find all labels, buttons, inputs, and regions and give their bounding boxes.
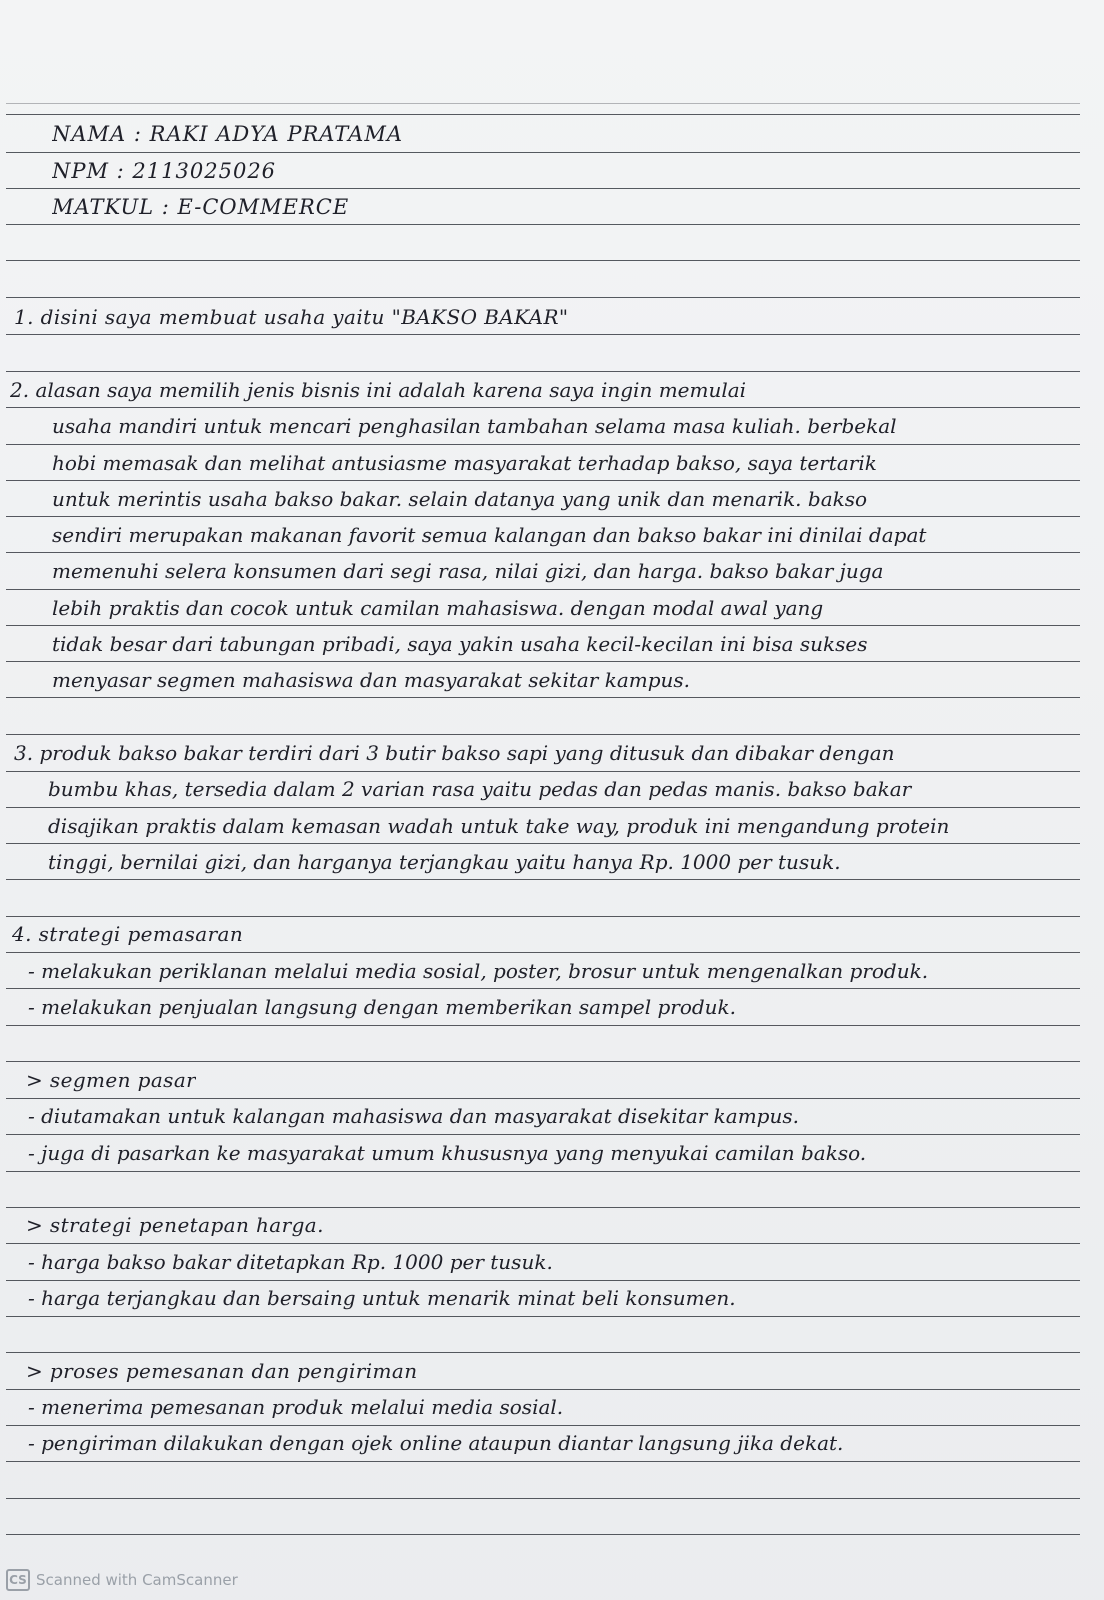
ruled-line <box>6 1061 1080 1062</box>
section-4-title: 4. strategi pemasaran <box>12 922 244 946</box>
ruled-line <box>6 103 1080 104</box>
student-npm: NPM : 2113025026 <box>52 159 277 183</box>
ruled-line <box>6 1280 1080 1281</box>
proses-item: - pengiriman dilakukan dengan ojek online ataupun diantar langsung jika dekat. <box>28 1431 844 1455</box>
ruled-line <box>6 1534 1080 1535</box>
course-name: MATKUL : E-COMMERCE <box>52 195 350 219</box>
answer-3-line: tinggi, bernilai gizi, dan harganya terjangkau yaitu hanya Rp. 1000 per tusuk. <box>48 850 841 874</box>
ruled-line <box>6 297 1080 298</box>
ruled-line <box>6 407 1080 408</box>
ruled-line <box>6 697 1080 698</box>
ruled-line <box>6 1316 1080 1317</box>
answer-2-line: tidak besar dari tabungan pribadi, saya yakin usaha kecil-kecilan ini bisa sukses <box>52 632 868 656</box>
section-4-item: - melakukan periklanan melalui media sosial, poster, brosur untuk mengenalkan produk. <box>28 959 929 983</box>
segmen-item: - diutamakan untuk kalangan mahasiswa dan masyarakat disekitar kampus. <box>28 1104 799 1128</box>
section-4-item: - melakukan penjualan langsung dengan memberikan sampel produk. <box>28 995 737 1019</box>
answer-2-line: lebih praktis dan cocok untuk camilan mahasiswa. dengan modal awal yang <box>52 596 824 620</box>
ruled-line <box>6 1098 1080 1099</box>
ruled-line <box>6 260 1080 261</box>
ruled-line <box>6 1389 1080 1390</box>
ruled-line <box>6 661 1080 662</box>
answer-3-line: 3. produk bakso bakar terdiri dari 3 butir bakso sapi yang ditusuk dan dibakar dengan <box>14 741 895 765</box>
proses-title: > proses pemesanan dan pengiriman <box>26 1359 418 1383</box>
answer-3-line: bumbu khas, tersedia dalam 2 varian rasa yaitu pedas dan pedas manis. bakso bakar <box>48 777 912 801</box>
harga-item: - harga bakso bakar ditetapkan Rp. 1000 per tusuk. <box>28 1250 553 1274</box>
ruled-line <box>6 879 1080 880</box>
ruled-line <box>6 625 1080 626</box>
answer-2-line: usaha mandiri untuk mencari penghasilan tambahan selama masa kuliah. berbekal <box>52 414 897 438</box>
ruled-line <box>6 807 1080 808</box>
ruled-line <box>6 516 1080 517</box>
ruled-line <box>6 552 1080 553</box>
student-name: NAMA : RAKI ADYA PRATAMA <box>52 122 403 146</box>
ruled-line <box>6 1134 1080 1135</box>
segmen-item: - juga di pasarkan ke masyarakat umum khususnya yang menyukai camilan bakso. <box>28 1141 867 1165</box>
ruled-line <box>6 843 1080 844</box>
ruled-line <box>6 952 1080 953</box>
harga-title: > strategi penetapan harga. <box>26 1213 324 1237</box>
ruled-line <box>6 152 1080 153</box>
ruled-line <box>6 589 1080 590</box>
proses-item: - menerima pemesanan produk melalui media sosial. <box>28 1395 564 1419</box>
ruled-line <box>6 1171 1080 1172</box>
answer-2-line: untuk merintis usaha bakso bakar. selain datanya yang unik dan menarik. bakso <box>52 487 868 511</box>
camscanner-watermark <box>6 1567 238 1593</box>
ruled-line <box>6 1243 1080 1244</box>
ruled-line <box>6 188 1080 189</box>
ruled-line <box>6 734 1080 735</box>
answer-2-line: 2. alasan saya memilih jenis bisnis ini adalah karena saya ingin memulai <box>10 378 747 402</box>
harga-item: - harga terjangkau dan bersaing untuk menarik minat beli konsumen. <box>28 1286 736 1310</box>
ruled-line <box>6 1498 1080 1499</box>
ruled-line <box>6 771 1080 772</box>
ruled-line <box>6 334 1080 335</box>
ruled-line <box>6 371 1080 372</box>
watermark-text: Scanned with CamScanner <box>36 1571 238 1589</box>
ruled-line <box>6 114 1080 115</box>
answer-3-line: disajikan praktis dalam kemasan wadah untuk take way, produk ini mengandung protein <box>48 814 950 838</box>
answer-1: 1. disini saya membuat usaha yaitu "BAKSO BAKAR" <box>14 305 569 329</box>
ruled-line <box>6 1425 1080 1426</box>
ruled-line <box>6 224 1080 225</box>
answer-2-line: sendiri merupakan makanan favorit semua kalangan dan bakso bakar ini dinilai dapat <box>52 523 927 547</box>
ruled-line <box>6 916 1080 917</box>
answer-2-line: menyasar segmen mahasiswa dan masyarakat sekitar kampus. <box>52 668 691 692</box>
answer-2-line: hobi memasak dan melihat antusiasme masyarakat terhadap bakso, saya tertarik <box>52 451 877 475</box>
ruled-line <box>6 1461 1080 1462</box>
ruled-line <box>6 444 1080 445</box>
answer-2-line: memenuhi selera konsumen dari segi rasa, nilai gizi, dan harga. bakso bakar juga <box>52 559 884 583</box>
segmen-title: > segmen pasar <box>26 1068 197 1092</box>
ruled-line <box>6 988 1080 989</box>
camscanner-logo-icon: CS <box>6 1569 30 1591</box>
ruled-line <box>6 480 1080 481</box>
ruled-line <box>6 1207 1080 1208</box>
ruled-line <box>6 1352 1080 1353</box>
ruled-line <box>6 1025 1080 1026</box>
